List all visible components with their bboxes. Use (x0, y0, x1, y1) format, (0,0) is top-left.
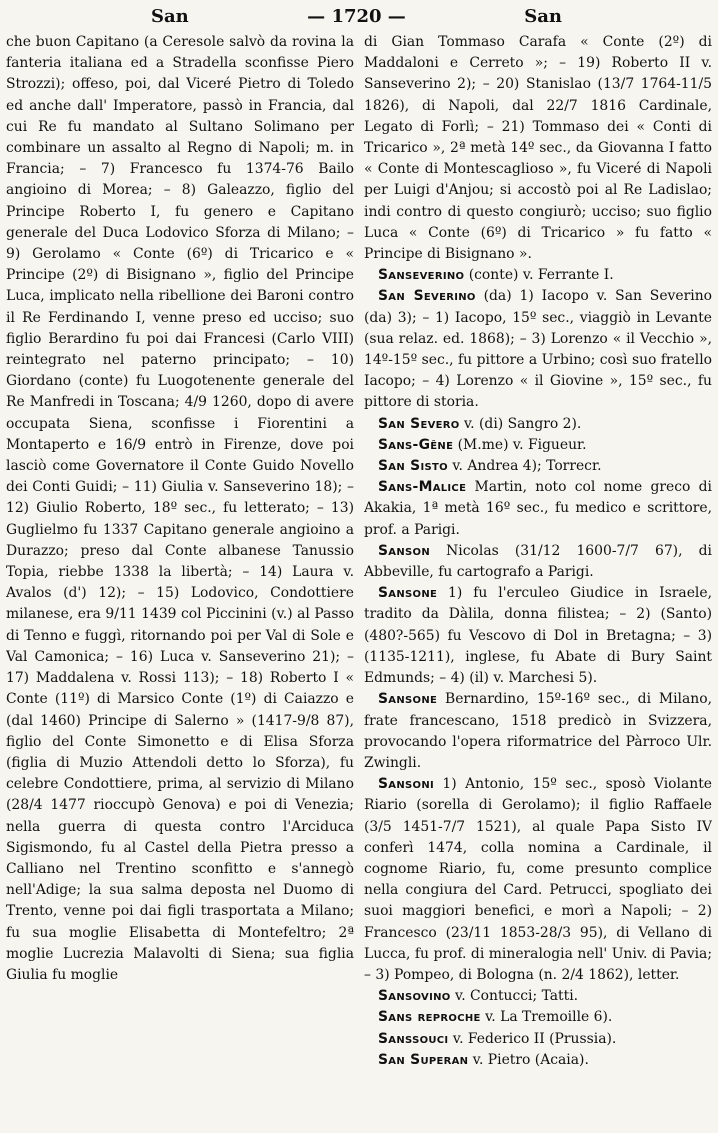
entry-headword: Sanssouci (378, 1030, 449, 1047)
entry-headword: Sans-Gêne (378, 436, 454, 453)
entry-text: (M.me) v. Figueur. (453, 436, 587, 453)
dictionary-entry (364, 265, 712, 286)
entry-text: v. Pietro (Acaia). (468, 1051, 589, 1068)
entry-headword: Sans reproche (378, 1009, 481, 1026)
entry-text: v. Federico II (Prussia). (448, 1030, 617, 1047)
dictionary-entry (364, 477, 712, 541)
entry-text: 1) Antonio, 15º sec., sposò Violante Riario (sorella di Gerolamo); il figlio Raffaele (3/5 1451-7/7 1521), al quale Papa Sisto IV conferì 1474, colla nomina a Cardinale, il cognome Riario, fu, come presunto complice nella congiura del Card. Petrucci, spogliato dei suoi maggiori benefici, e morì a Napoli; – 2) Francesco (23/11 1853-28/3 95), di Vellano di Lucca, fu prof. di mineralogia nell' Univ. di Pavia; – 3) Pompeo, di Bologna (n. 2/4 1862), letter. (364, 776, 712, 983)
dictionary-entry (364, 1007, 712, 1028)
entry-headword: San Superan (378, 1051, 469, 1068)
right-column (364, 32, 712, 1127)
entry-headword: Sansoni (378, 776, 435, 793)
entry-text: di Gian Tommaso Carafa « Conte (2º) di Maddaloni e Cerreto »; – 19) Roberto II v. Sanseverino 2); – 20) Stanislao (13/7 1764-11/5 1826), di Napoli, dal 22/7 1816 Cardinale, Legato di Forlì; – 21) Tommaso dei « Conti di Tricarico », 2ª metà 14º sec., da Giovanna I fatto « Conte di Montescaglioso », fu Viceré di Napoli per Luigi d'Anjou; si accostò poi al Re Ladislao; indi contro di questo congiurò; ucciso; suo figlio Luca « Conte (6º) di Tricarico » fu fatto « Principe di Bisignano ». (364, 34, 712, 263)
dictionary-entry (364, 414, 712, 435)
entry-headword: Sansone (378, 585, 438, 602)
dictionary-entry (6, 32, 354, 986)
page-number: — 1720 — (307, 5, 406, 27)
dictionary-entry (364, 583, 712, 689)
dictionary-entry (364, 1029, 712, 1050)
entry-text: Bernardino, 15º-16º sec., di Milano, frate francescano, 1518 predicò in Svizzera, provocando l'opera riformatrice del Pàrroco Ulr. Zwingli. (364, 691, 712, 771)
entry-headword: San Severo (378, 415, 460, 432)
entry-headword: San Severino (378, 288, 476, 305)
dictionary-entry (364, 286, 712, 413)
dictionary-entry (364, 541, 712, 583)
dictionary-entry (364, 1050, 712, 1071)
entry-text: (conte) v. Ferrante I. (464, 267, 614, 284)
entry-text: Nicolas (31/12 1600-7/7 67), di Abbeville, fu cartografo a Parigi. (364, 542, 712, 581)
dictionary-entry (364, 774, 712, 986)
header-left: San (151, 5, 189, 27)
entry-text: v. (di) Sangro 2). (459, 415, 582, 432)
dictionary-entry (364, 986, 712, 1007)
entry-text: Martin, noto col nome greco di Akakia, 1ª metà 16º sec., fu medico e scrittore, prof. a Parigi. (364, 479, 712, 538)
dictionary-entry (364, 435, 712, 456)
entry-text: 1) fu l'erculeo Giudice in Israele, tradito da Dàlila, donna filistea; – 2) (Santo) (480?-565) fu Vescovo di Dol in Bretagna; – 3) (1135-1211), inglese, fu Abate di Bury Saint Edmunds; – 4) (il) v. Marchesi 5). (364, 585, 712, 687)
dictionary-entry (364, 456, 712, 477)
entry-text: che buon Capitano (a Ceresole salvò da rovina la fanteria italiana ed a Stradella sconfisse Piero Strozzi); offeso, poi, dal Viceré Pietro di Toledo ed anche dall' Imperatore, passò in Francia, dal cui Re fu mandato al Sultano Solimano per combinare un assalto al Regno di Napoli; m. in Francia; – 7) Francesco fu 1374-76 Bailo angioino di Morea; – 8) Galeazzo, figlio del Principe Roberto I, fu genero e Capitano generale del Duca Lodovico Sforza di Milano; – 9) Gerolamo « Conte (6º) di Tricarico e « Principe (2º) di Bisignano », figlio del Principe Luca, implicato nella ribellione dei Baroni contro il Re Ferdinando I, venne preso ed ucciso; suo figlio Berardino fu poi dai Francesi (Carlo VIII) reintegrato nel paterno principato; – 10) Giordano (conte) fu Luogotenente generale del Re Manfredi in Toscana; 4/9 1260, dopo di avere occupata Siena, sconfisse i Fiorentini a Montaperto e 16/9 entrò in Firenze, dove poi lasciò come Governatore il Conte Guido Novello dei Conti Guidi; – 11) Giulia v. Sanseverino 18); – 12) Giulio Roberto, 18º sec., fu letterato; – 13) Guglielmo fu 1337 Capitano generale angioino a Durazzo; preso dal Conte albanese Tanussio Topia, riebbe 1338 la libertà; – 14) Laura v. Avalos (d') 12); – 15) Lodovico, Condottiere milanese, era 9/11 1439 col Piccinini (v.) al Passo di Tenno e fuggì, ritornando poi per Val di Sole e Val Camonica; – 16) Luca v. Sanseverino 21); – 17) Maddalena v. Rossi 113); – 18) Roberto I « Conte (11º) di Marsico Conte (1º) di Caiazzo e (dal 1460) Principe di Salerno » (1417-9/8 87), figlio del Conte Simonetto e di Elisa Sforza (figlia di Muzio Attendoli detto lo Sforza), fu celebre Condottiere, prima, al servizio di Milano (28/4 1477 rioccupò Genova) e poi di Venezia; nella guerra di questa contro l'Arciduca Sigismondo, fu al Castel della Pietra presso a Calliano nel Trentino sconfitto e s'annegò nell'Adige; la sua salma deposta nel Duomo di Trento, venne poi dai figli trasportata a Milano; fu sua moglie Elisabetta di Montefeltro; 2ª moglie Lucrezia Malavolti di Siena; sua figlia Giulia fu moglie (6, 34, 354, 983)
entry-text: (da) 1) Iacopo v. San Severino (da) 3); – 1) Iacopo, 15º sec., viaggiò in Levante (sua relaz. ed. 1868); – 3) Lorenzo « il Vecchio », 14º-15º sec., fu pittore a Urbino; così suo fratello Iacopo; – 4) Lorenzo « il Giovine », 15º sec., fu pittore di storia. (364, 288, 712, 411)
dictionary-entry (364, 32, 712, 265)
running-header (6, 0, 712, 32)
entry-headword: San Sisto (378, 458, 448, 475)
entry-headword: Sans-Malice (378, 479, 467, 496)
entry-headword: Sansone (378, 691, 438, 708)
entry-headword: Sanson (378, 542, 430, 559)
header-right: San (524, 5, 562, 27)
dictionary-entry (364, 689, 712, 774)
entry-text: v. Contucci; Tatti. (450, 988, 579, 1005)
entry-text: v. Andrea 4); Torrecr. (447, 458, 602, 475)
entry-headword: Sansovino (378, 988, 451, 1005)
text-columns (6, 32, 712, 1127)
left-column (6, 32, 354, 1127)
entry-headword: Sanseverino (378, 267, 465, 284)
entry-text: v. La Tremoille 6). (480, 1009, 613, 1026)
